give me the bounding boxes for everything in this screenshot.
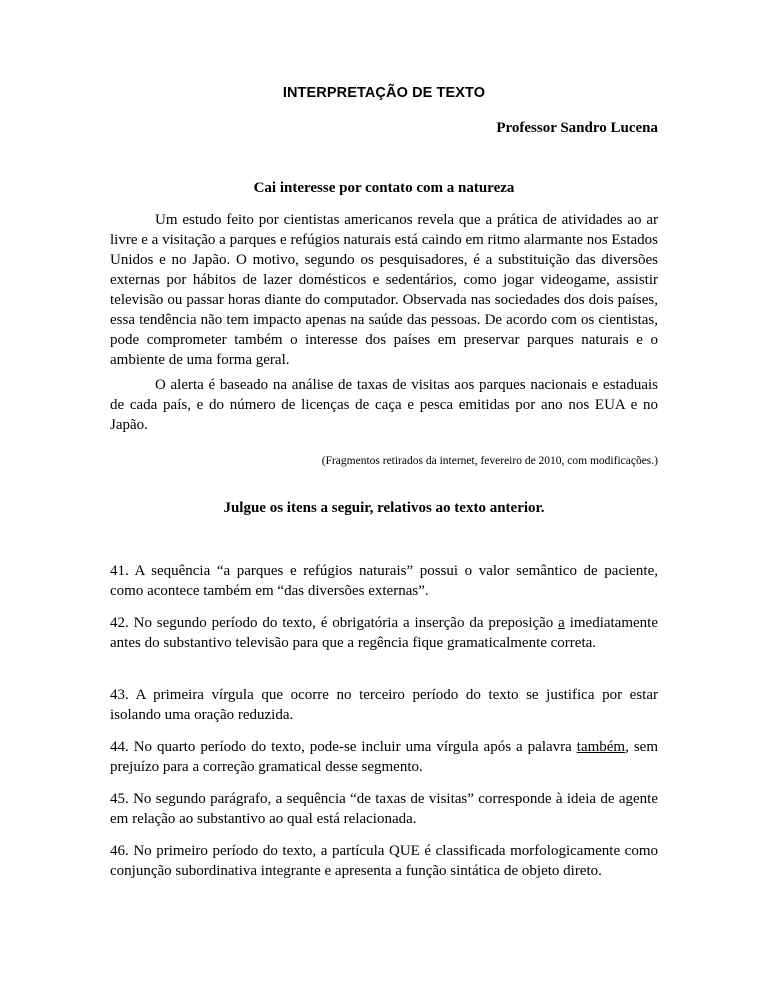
question-item-43: 43. A primeira vírgula que ocorre no terceiro período do texto se justifica por estar isolando uma oração reduzida.	[110, 687, 658, 723]
source-citation: (Fragmentos retirados da internet, fevereiro de 2010, com modificações.)	[321, 455, 658, 467]
question-item-46: 46. No primeiro período do texto, a partícula QUE é classificada morfologicamente como conjunção subordinativa integrante e apresenta a função sintática de objeto direto.	[110, 843, 658, 879]
question-item-42-text-end: imediatamente antes do substantivo televisão para que a regência fique gramaticalmente correta.	[110, 615, 658, 651]
article-paragraph-2: O alerta é baseado na análise de taxas de visitas aos parques nacionais e estaduais de cada país, e do número de licenças de caça e pesca emitidas por ano nos EUA e no Japão.	[110, 377, 658, 433]
underlined-word: também	[576, 739, 626, 755]
article-paragraph-1: Um estudo feito por cientistas americanos revela que a prática de atividades ao ar livre e a visitação a parques e refúgios naturais está caindo em ritmo alarmante nos Estados Unidos e no Japão. O motivo, segundo os pesquisadores, é a substituição das diversões externas por hábitos de lazer domésticos e sedentários, como jogar videogame, assistir televisão ou passar horas diante do computador. Observada nas sociedades dos dois países, essa tendência não tem impacto apenas na saúde das pessoas. De acordo com os cientistas, pode comprometer também o interesse dos países em preservar parques naturais e o ambiente de uma forma geral.	[110, 212, 658, 368]
question-item-42	[110, 613, 658, 653]
underlined-word: a	[558, 615, 565, 631]
question-item-44	[110, 737, 658, 777]
question-item-44-text-start: 44. No quarto período do texto, pode-se incluir uma vírgula após a palavra	[110, 739, 577, 755]
instruction-heading: Julgue os itens a seguir, relativos ao texto anterior.	[223, 500, 545, 516]
author-name: Professor Sandro Lucena	[496, 120, 658, 136]
question-item-42-text-start: 42. No segundo período do texto, é obrigatória a inserção da preposição	[110, 615, 559, 631]
document-title: INTERPRETAÇÃO DE TEXTO	[282, 85, 486, 101]
question-item-45: 45. No segundo parágrafo, a sequência “de taxas de visitas” corresponde à ideia de agente em relação ao substantivo ao qual está relacionada.	[110, 791, 658, 827]
question-item-44-text-end: , sem prejuízo para a correção gramatical desse segmento.	[110, 739, 658, 775]
question-item-41: 41. A sequência “a parques e refúgios naturais” possui o valor semântico de paciente, como acontece também em “das diversões externas”.	[110, 563, 658, 599]
article-title: Cai interesse por contato com a natureza	[253, 180, 515, 196]
